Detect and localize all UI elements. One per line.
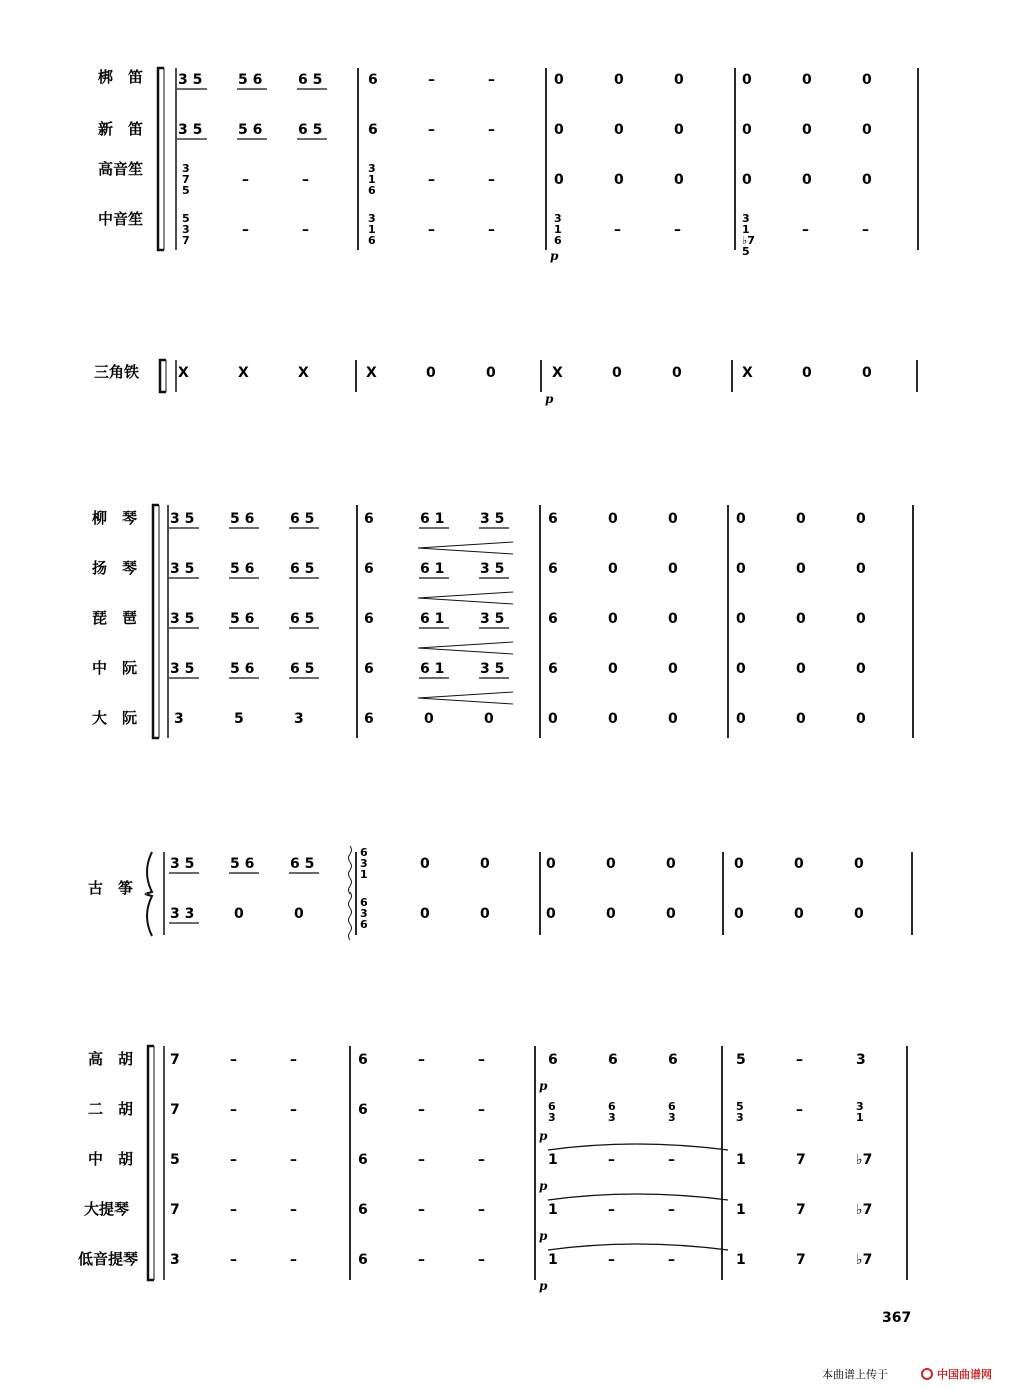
note: 6 — [548, 511, 558, 527]
note: 0 — [802, 72, 812, 88]
chord-note: 5 — [736, 1100, 744, 1113]
note-pair: 3 5 — [480, 611, 505, 627]
note: 0 — [484, 711, 494, 727]
note: 6 — [364, 511, 374, 527]
note: 0 — [606, 906, 616, 922]
footer-text: 本曲谱上传于 — [822, 1368, 888, 1381]
note-pair: 5 6 — [238, 122, 263, 138]
note: 0 — [548, 711, 558, 727]
note: 6 — [358, 1102, 368, 1118]
note: 6 — [364, 711, 374, 727]
note: 0 — [862, 172, 872, 188]
dash: – — [608, 1202, 615, 1218]
dynamic-mark: p — [539, 1179, 548, 1193]
chord-note: 6 — [548, 1100, 556, 1113]
note: 0 — [856, 661, 866, 677]
chord-note: 3 — [742, 212, 750, 225]
label-zhonghu: 中 胡 — [88, 1150, 134, 1168]
note: 0 — [674, 172, 684, 188]
note: 3 — [856, 1052, 866, 1068]
note: 0 — [854, 906, 864, 922]
note: 7 — [796, 1252, 806, 1268]
note: 0 — [854, 856, 864, 872]
note: 0 — [736, 711, 746, 727]
note: 6 — [358, 1252, 368, 1268]
crescendo-hairpin — [418, 642, 513, 654]
note: X — [552, 365, 563, 381]
note: 0 — [480, 856, 490, 872]
note: X — [742, 365, 753, 381]
chord-note: 3 — [668, 1111, 676, 1124]
note: 6 — [608, 1052, 618, 1068]
note: 0 — [734, 856, 744, 872]
note: 5 — [170, 1152, 180, 1168]
chord-note: 5 — [182, 212, 190, 225]
chord-note: 6 — [668, 1100, 676, 1113]
chord-note: 7 — [182, 173, 190, 186]
dash: – — [242, 222, 249, 238]
note: 0 — [554, 72, 564, 88]
note: 0 — [234, 906, 244, 922]
note: 6 — [368, 72, 378, 88]
note: 0 — [736, 661, 746, 677]
chord-note: 1 — [368, 223, 376, 236]
dash: – — [230, 1252, 237, 1268]
chord-note: 3 — [368, 212, 376, 225]
label-datiqin: 大提琴 — [84, 1200, 130, 1218]
note: 0 — [424, 711, 434, 727]
note: 0 — [856, 561, 866, 577]
note: 0 — [674, 72, 684, 88]
note: 1 — [736, 1202, 746, 1218]
chord-note: 1 — [368, 173, 376, 186]
note: 0 — [862, 122, 872, 138]
note-pair: 3 5 — [480, 561, 505, 577]
note: 5 — [736, 1052, 746, 1068]
note: 0 — [796, 511, 806, 527]
note-pair: 3 5 — [480, 661, 505, 677]
dash: – — [242, 172, 249, 188]
note-pair: 5 6 — [230, 856, 255, 872]
dynamic-mark: p — [539, 1229, 548, 1243]
note: 0 — [802, 365, 812, 381]
arpeggio-mark — [349, 892, 352, 940]
note-pair: 6 5 — [298, 72, 323, 88]
note-pair: 6 1 — [420, 511, 445, 527]
dynamic-mark: p — [545, 392, 554, 406]
system-bracket — [158, 68, 164, 250]
label-diyintiqin: 低音提琴 — [78, 1250, 139, 1268]
note: 0 — [608, 711, 618, 727]
note: 0 — [614, 122, 624, 138]
label-gaohu: 高 胡 — [88, 1050, 134, 1068]
note: 6 — [548, 561, 558, 577]
chord-note: 3 — [182, 223, 190, 236]
footer-watermark — [822, 1367, 992, 1381]
note: 0 — [802, 172, 812, 188]
dynamic-mark: p — [550, 249, 559, 263]
chord-note: 6 — [360, 918, 368, 931]
tie — [548, 1144, 728, 1150]
note: 0 — [742, 172, 752, 188]
note: 0 — [614, 72, 624, 88]
label-xindi: 新 笛 — [98, 120, 144, 138]
note-pair: 3 5 — [170, 511, 195, 527]
dash: – — [230, 1202, 237, 1218]
chord-note: 3 — [368, 162, 376, 175]
note: 0 — [742, 72, 752, 88]
dash: – — [418, 1202, 425, 1218]
note: 0 — [480, 906, 490, 922]
note: 0 — [608, 511, 618, 527]
dash: – — [674, 222, 681, 238]
chord-note: 1 — [554, 223, 562, 236]
note: 0 — [426, 365, 436, 381]
note: 0 — [794, 906, 804, 922]
dash: – — [478, 1102, 485, 1118]
note: 3 — [294, 711, 304, 727]
note: 0 — [674, 122, 684, 138]
note: 7 — [170, 1202, 180, 1218]
note: 0 — [672, 365, 682, 381]
note: 0 — [546, 856, 556, 872]
note: 1 — [548, 1252, 558, 1268]
note: 0 — [856, 711, 866, 727]
note: 6 — [364, 611, 374, 627]
chord-note: 6 — [554, 234, 562, 247]
dash: – — [418, 1252, 425, 1268]
note: 0 — [612, 365, 622, 381]
note: 0 — [794, 856, 804, 872]
dash: – — [796, 1052, 803, 1068]
note-pair: 3 5 — [170, 611, 195, 627]
note: 7 — [170, 1102, 180, 1118]
note: ♭7 — [856, 1252, 873, 1268]
tie — [548, 1194, 728, 1200]
note-pair: 5 6 — [230, 611, 255, 627]
chord-note: 7 — [182, 234, 190, 247]
note-pair: 6 5 — [290, 511, 315, 527]
note-pair: 3 5 — [178, 122, 203, 138]
dash: – — [418, 1102, 425, 1118]
note-pair: 6 5 — [298, 122, 323, 138]
dash: – — [302, 222, 309, 238]
chord-note: 3 — [554, 212, 562, 225]
note: 0 — [668, 511, 678, 527]
note: 0 — [606, 856, 616, 872]
chord-note: 1 — [360, 868, 368, 881]
dash: – — [290, 1252, 297, 1268]
dash: – — [428, 122, 435, 138]
note: 5 — [234, 711, 244, 727]
note: 0 — [420, 856, 430, 872]
note-pair: 3 5 — [480, 511, 505, 527]
note: X — [238, 365, 249, 381]
label-erhu: 二 胡 — [88, 1100, 134, 1118]
dash: – — [668, 1152, 675, 1168]
dash: – — [614, 222, 621, 238]
note: 0 — [608, 661, 618, 677]
crescendo-hairpin — [418, 592, 513, 604]
note: 7 — [170, 1052, 180, 1068]
notation — [169, 72, 872, 1293]
note: 0 — [736, 511, 746, 527]
note-pair: 5 6 — [230, 561, 255, 577]
dash: – — [802, 222, 809, 238]
chord-note: 5 — [182, 184, 190, 197]
note: 6 — [364, 561, 374, 577]
dash: – — [428, 222, 435, 238]
chord-note: 3 — [856, 1100, 864, 1113]
note: 0 — [668, 561, 678, 577]
dash: – — [488, 172, 495, 188]
crescendo-hairpin — [418, 692, 513, 704]
dash: – — [862, 222, 869, 238]
note-pair: 3 3 — [170, 906, 195, 922]
note: 0 — [420, 906, 430, 922]
label-zhongyinsheng: 中音笙 — [98, 210, 144, 228]
note-pair: 6 5 — [290, 611, 315, 627]
note: 0 — [614, 172, 624, 188]
note: ♭7 — [856, 1152, 873, 1168]
note: 3 — [170, 1252, 180, 1268]
note: 6 — [358, 1152, 368, 1168]
dash: – — [418, 1152, 425, 1168]
system-bracket — [148, 1046, 154, 1280]
note: 3 — [174, 711, 184, 727]
note: 0 — [294, 906, 304, 922]
dash: – — [478, 1252, 485, 1268]
note: 0 — [802, 122, 812, 138]
note-pair: 5 6 — [230, 511, 255, 527]
dash: – — [418, 1052, 425, 1068]
note-pair: 5 6 — [238, 72, 263, 88]
label-guzheng: 古 筝 — [88, 879, 134, 897]
note: 0 — [796, 711, 806, 727]
note-pair: 3 5 — [170, 661, 195, 677]
dash: – — [478, 1202, 485, 1218]
note: 0 — [796, 611, 806, 627]
note: 0 — [796, 661, 806, 677]
chord-note: ♭7 — [742, 234, 755, 247]
dash: – — [668, 1252, 675, 1268]
note-pair: 3 5 — [178, 72, 203, 88]
dash: – — [290, 1202, 297, 1218]
note: X — [366, 365, 377, 381]
dynamic-mark: p — [539, 1129, 548, 1143]
dash: – — [230, 1102, 237, 1118]
note-pair: 3 5 — [170, 856, 195, 872]
note: 6 — [358, 1202, 368, 1218]
chord-note: 6 — [360, 846, 368, 859]
note: 0 — [736, 611, 746, 627]
chord-note: 6 — [360, 896, 368, 909]
note: 7 — [796, 1202, 806, 1218]
note: 0 — [734, 906, 744, 922]
note: 0 — [856, 511, 866, 527]
label-gaoyinsheng: 高音笙 — [98, 160, 144, 178]
instrument-labels — [78, 68, 143, 1268]
grand-staff-brace — [146, 852, 152, 936]
note: 0 — [862, 72, 872, 88]
note: 6 — [358, 1052, 368, 1068]
dash: – — [488, 72, 495, 88]
label-sanjiaotie: 三角铁 — [94, 363, 140, 381]
arpeggio-mark — [349, 846, 352, 894]
dash: – — [796, 1102, 803, 1118]
dash: – — [608, 1152, 615, 1168]
page-number: 367 — [882, 1310, 912, 1326]
label-pipa: 琵 琶 — [92, 609, 138, 627]
note: X — [298, 365, 309, 381]
note-pair: 6 5 — [290, 561, 315, 577]
tie — [548, 1244, 728, 1250]
dash: – — [478, 1152, 485, 1168]
note: 0 — [862, 365, 872, 381]
dash: – — [290, 1102, 297, 1118]
dash: – — [428, 72, 435, 88]
footer-brand: 中国曲谱网 — [937, 1368, 992, 1381]
chord-note: 1 — [856, 1111, 864, 1124]
chord-note: 6 — [368, 184, 376, 197]
chord-note: 3 — [360, 907, 368, 920]
note: 0 — [796, 561, 806, 577]
dash: – — [668, 1202, 675, 1218]
dash: – — [290, 1052, 297, 1068]
note: 0 — [668, 661, 678, 677]
note: 0 — [736, 561, 746, 577]
note: 0 — [546, 906, 556, 922]
note-pair: 3 5 — [170, 561, 195, 577]
note: 0 — [486, 365, 496, 381]
dynamic-mark: p — [539, 1079, 548, 1093]
label-bangdi: 梆 笛 — [98, 68, 144, 86]
chord-note: 5 — [742, 245, 750, 258]
dash: – — [488, 222, 495, 238]
dash: – — [302, 172, 309, 188]
note: 0 — [554, 172, 564, 188]
logo-icon — [922, 1369, 932, 1379]
note: 6 — [668, 1052, 678, 1068]
dash: – — [230, 1152, 237, 1168]
note: 1 — [736, 1152, 746, 1168]
note-pair: 6 1 — [420, 661, 445, 677]
chord-note: 3 — [608, 1111, 616, 1124]
note: 0 — [666, 856, 676, 872]
note: 6 — [368, 122, 378, 138]
note: 7 — [796, 1152, 806, 1168]
chord-note: 6 — [368, 234, 376, 247]
note: 0 — [608, 561, 618, 577]
system-bracket — [153, 505, 159, 738]
note-pair: 5 6 — [230, 661, 255, 677]
label-daruan: 大 阮 — [92, 709, 138, 727]
note-pair: 6 1 — [420, 561, 445, 577]
note: 0 — [668, 711, 678, 727]
note: 0 — [608, 611, 618, 627]
note: X — [178, 365, 189, 381]
note: 0 — [554, 122, 564, 138]
note: 0 — [742, 122, 752, 138]
note: ♭7 — [856, 1202, 873, 1218]
dash: – — [488, 122, 495, 138]
crescendo-hairpin — [418, 542, 513, 554]
chord-note: 3 — [736, 1111, 744, 1124]
note: 0 — [666, 906, 676, 922]
system-bracket — [160, 360, 166, 392]
label-zhongruan: 中 阮 — [92, 659, 138, 677]
dash: – — [428, 172, 435, 188]
note: 6 — [548, 1052, 558, 1068]
note-pair: 6 1 — [420, 611, 445, 627]
chord-note: 6 — [608, 1100, 616, 1113]
chord-note: 3 — [182, 162, 190, 175]
note: 6 — [364, 661, 374, 677]
note: 1 — [548, 1202, 558, 1218]
note: 6 — [548, 611, 558, 627]
label-liuqin: 柳 琴 — [92, 509, 138, 527]
dash: – — [608, 1252, 615, 1268]
note: 6 — [548, 661, 558, 677]
dynamic-mark: p — [539, 1279, 548, 1293]
note: 0 — [668, 611, 678, 627]
chord-note: 1 — [742, 223, 750, 236]
dash: – — [290, 1152, 297, 1168]
note: 1 — [736, 1252, 746, 1268]
label-yangqin: 扬 琴 — [92, 559, 138, 577]
note-pair: 6 5 — [290, 856, 315, 872]
note: 1 — [548, 1152, 558, 1168]
chord-note: 3 — [360, 857, 368, 870]
dash: – — [230, 1052, 237, 1068]
chord-note: 3 — [548, 1111, 556, 1124]
note-pair: 6 5 — [290, 661, 315, 677]
dash: – — [478, 1052, 485, 1068]
note: 0 — [856, 611, 866, 627]
